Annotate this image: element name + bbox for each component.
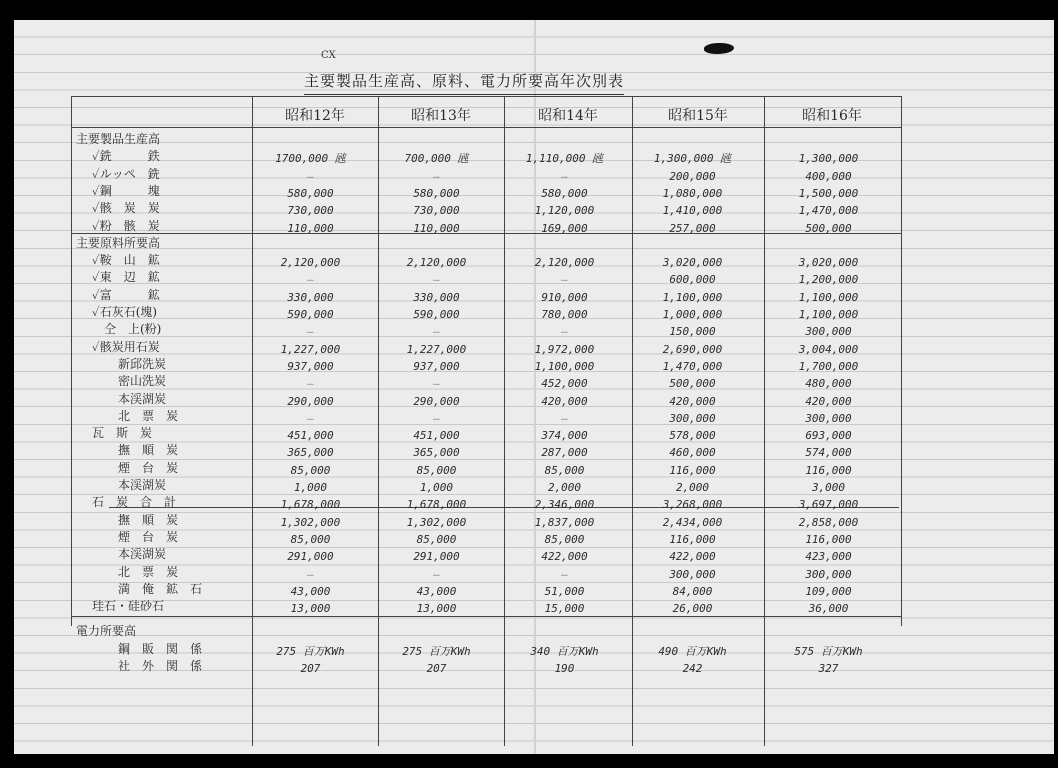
table-cell: 420,000 (805, 394, 852, 408)
table-cell: 43,000 (290, 584, 331, 598)
table-cell: 300,000 (805, 325, 852, 339)
table-cell: 300,000 (805, 567, 852, 581)
table-cell: 700,000 瓲 (404, 152, 469, 166)
table-cell: 257,000 (669, 221, 716, 235)
row-label: 煙 台 炭 (118, 460, 179, 475)
row-label: 撫 順 炭 (118, 443, 179, 458)
table-cell: 13,000 (416, 602, 457, 616)
table-cell: 116,000 (805, 532, 852, 546)
column-divider-3 (504, 96, 505, 746)
table-cell: 1,100,000 (662, 290, 723, 304)
row-label: ✓富 鉱 (92, 287, 160, 302)
table-cell: 327 (818, 662, 839, 675)
table-cell: 85,000 (416, 532, 457, 546)
table-cell: 1700,000 瓲 (275, 152, 346, 166)
table-cell: 420,000 (541, 394, 588, 408)
column-divider-1 (252, 96, 253, 746)
header-bottom-border (71, 127, 901, 128)
table-cell: 693,000 (805, 429, 852, 443)
document-sheet (14, 20, 1054, 754)
table-cell: 910,000 (541, 290, 588, 304)
row-label: ✓銑 鉄 (92, 149, 160, 164)
table-cell: 3,020,000 (798, 256, 859, 270)
table-cell: 574,000 (805, 446, 852, 460)
table-right-border (901, 96, 902, 626)
table-top-border (71, 96, 901, 97)
row-label: 仝 上(粉) (92, 322, 162, 337)
table-cell: — (561, 567, 568, 581)
table-cell: 85,000 (290, 463, 331, 477)
table-cell: 275 百万KWh (402, 644, 471, 658)
table-cell: 85,000 (290, 532, 331, 546)
table-cell: 207 (426, 662, 447, 675)
table-cell: 290,000 (287, 394, 334, 408)
table-cell: — (433, 169, 440, 183)
table-cell: 43,000 (416, 584, 457, 598)
table-cell: 580,000 (413, 186, 460, 200)
column-header-showa-12: 昭和12年 (285, 108, 345, 124)
table-cell: 420,000 (669, 394, 716, 408)
table-cell: 1,470,000 (662, 359, 723, 373)
table-cell: 1,080,000 (662, 186, 723, 200)
table-cell: 1,470,000 (798, 204, 859, 218)
table-cell: 1,300,000 (798, 152, 859, 166)
section-rule-3 (71, 616, 901, 617)
table-cell: 287,000 (541, 446, 588, 460)
row-label: ✓鞍 山 鉱 (92, 253, 160, 268)
table-cell: 2,346,000 (534, 498, 595, 512)
table-cell: 300,000 (805, 411, 852, 425)
row-label: 新邱洗炭 (118, 356, 167, 371)
table-cell: 2,120,000 (534, 256, 595, 270)
row-label: 北 票 炭 (118, 564, 179, 579)
table-cell: 580,000 (541, 186, 588, 200)
row-label: ✓石灰石(塊) (92, 305, 158, 319)
table-cell: 1,972,000 (534, 342, 595, 356)
table-cell: 730,000 (413, 204, 460, 218)
row-label: 主要製品生産高 (76, 132, 161, 146)
table-cell: 300,000 (669, 567, 716, 581)
table-cell: — (561, 169, 568, 183)
table-cell: 51,000 (544, 584, 585, 598)
document-mark: CX (321, 50, 336, 61)
table-cell: 2,000 (547, 481, 582, 494)
table-cell: 3,268,000 (662, 498, 723, 512)
table-cell: 1,000 (419, 481, 454, 494)
column-header-showa-16: 昭和16年 (802, 108, 862, 124)
table-cell: 1,200,000 (798, 273, 859, 287)
row-label: ✓鋼 塊 (92, 183, 160, 198)
table-cell: 780,000 (541, 308, 588, 321)
table-left-border (71, 96, 72, 626)
table-cell: 1,120,000 (534, 204, 595, 218)
table-cell: 937,000 (287, 359, 334, 373)
row-label: 本渓湖炭 (118, 478, 167, 492)
table-cell: 116,000 (805, 463, 852, 477)
table-cell: 1,837,000 (534, 515, 595, 529)
table-cell: 452,000 (541, 377, 588, 391)
document-title: 主要製品生産高、原料、電力所要高年次別表 (304, 70, 624, 95)
row-label: 密山洗炭 (118, 374, 167, 389)
table-cell: 291,000 (413, 550, 460, 564)
table-cell: 1,500,000 (798, 186, 859, 200)
row-label: ✓骸 炭 炭 (92, 201, 160, 216)
table-cell: — (561, 411, 568, 425)
table-cell: 300,000 (669, 411, 716, 425)
table-cell: 490 百万KWh (658, 644, 727, 658)
ink-blot (704, 43, 734, 54)
table-cell: 500,000 (669, 377, 716, 391)
row-label: 本渓湖炭 (118, 391, 167, 406)
row-label: 満 俺 鉱 石 (118, 581, 203, 596)
table-cell: 1,410,000 (662, 204, 723, 218)
table-cell: 1,302,000 (406, 515, 467, 529)
table-cell: 116,000 (669, 463, 716, 477)
table-cell: 110,000 (413, 221, 460, 235)
table-cell: 2,000 (675, 481, 710, 494)
table-cell: 2,120,000 (280, 256, 341, 270)
table-cell: 1,302,000 (280, 515, 341, 529)
table-cell: 2,120,000 (406, 256, 467, 270)
table-cell: 422,000 (669, 550, 716, 564)
table-cell: 26,000 (672, 602, 713, 616)
table-cell: 291,000 (287, 550, 334, 564)
table-cell: 1,100,000 (798, 290, 859, 304)
table-cell: 580,000 (287, 186, 334, 200)
table-cell: 600,000 (669, 273, 716, 287)
table-cell: 3,000 (811, 481, 846, 494)
row-label: 瓦 斯 炭 (92, 426, 153, 441)
table-cell: — (433, 411, 440, 425)
table-cell: — (561, 273, 568, 287)
table-cell: 85,000 (544, 463, 585, 477)
table-cell: 480,000 (805, 377, 852, 391)
table-cell: 109,000 (805, 584, 852, 598)
table-cell: 730,000 (287, 204, 334, 218)
table-cell: — (307, 273, 314, 287)
table-cell: 422,000 (541, 550, 588, 564)
table-cell: 1,100,000 (798, 308, 859, 321)
table-cell: 590,000 (287, 308, 334, 321)
row-label: 撫 順 炭 (118, 512, 179, 527)
table-cell: 330,000 (287, 290, 334, 304)
table-cell: — (433, 325, 440, 339)
row-label: ✓粉 骸 炭 (92, 218, 160, 233)
table-cell: — (307, 377, 314, 391)
table-cell: 423,000 (805, 550, 852, 564)
row-label: 珪石・硅砂石 (92, 599, 165, 614)
column-divider-4 (632, 96, 633, 746)
table-cell: 340 百万KWh (530, 644, 599, 658)
table-cell: — (307, 411, 314, 425)
table-cell: 400,000 (805, 169, 852, 183)
table-cell: 116,000 (669, 532, 716, 546)
table-cell: 1,678,000 (280, 498, 341, 512)
table-cell: 110,000 (287, 221, 334, 235)
table-cell: 1,300,000 瓲 (653, 152, 732, 166)
table-cell: 1,678,000 (406, 498, 467, 512)
table-cell: 330,000 (413, 290, 460, 304)
table-cell: 1,227,000 (280, 342, 341, 356)
column-header-showa-15: 昭和15年 (668, 108, 728, 124)
table-cell: 84,000 (672, 584, 713, 598)
table-cell: — (433, 273, 440, 287)
table-cell: 365,000 (413, 446, 460, 460)
row-label: 煙 台 炭 (118, 529, 179, 544)
table-cell: 3,004,000 (798, 342, 859, 356)
table-cell: 1,000 (293, 481, 328, 494)
table-cell: — (433, 567, 440, 581)
table-cell: 275 百万KWh (276, 644, 345, 658)
table-cell: 3,020,000 (662, 256, 723, 270)
table-cell: 590,000 (413, 308, 460, 321)
table-cell: 460,000 (669, 446, 716, 460)
table-cell: — (307, 567, 314, 581)
table-cell: 242 (682, 662, 703, 675)
table-cell: 1,100,000 (534, 359, 595, 373)
table-cell: 451,000 (413, 429, 460, 443)
table-cell: 937,000 (413, 359, 460, 373)
table-cell: 2,434,000 (662, 515, 723, 529)
table-cell: 1,700,000 (798, 359, 859, 373)
table-cell: 578,000 (669, 429, 716, 443)
row-label: 北 票 炭 (118, 408, 179, 423)
table-cell: 374,000 (541, 429, 588, 443)
table-cell: 169,000 (541, 221, 588, 235)
table-cell: 36,000 (808, 602, 849, 616)
row-label: 主要原料所要高 (76, 235, 161, 250)
table-cell: 85,000 (416, 463, 457, 477)
row-label: ✓骸炭用石炭 (92, 339, 160, 354)
table-cell: 15,000 (544, 602, 585, 616)
table-cell: — (433, 377, 440, 391)
row-label: 社 外 関 係 (118, 659, 203, 673)
row-label: 本渓湖炭 (118, 547, 167, 562)
table-cell: 13,000 (290, 602, 331, 616)
column-header-showa-14: 昭和14年 (538, 108, 598, 124)
row-label: 電力所要高 (76, 624, 137, 639)
table-cell: 575 百万KWh (794, 644, 863, 658)
table-cell: — (307, 325, 314, 339)
table-cell: 190 (554, 662, 575, 675)
row-label: ✓東 辺 鉱 (92, 270, 160, 285)
row-label: ✓ルッペ 銑 (92, 166, 160, 181)
table-cell: — (561, 325, 568, 339)
table-cell: 2,690,000 (662, 342, 723, 356)
column-header-showa-13: 昭和13年 (411, 108, 471, 124)
column-divider-5 (764, 96, 765, 746)
table-cell: — (307, 169, 314, 183)
table-cell: 1,227,000 (406, 342, 467, 356)
table-cell: 500,000 (805, 221, 852, 235)
table-cell: 1,110,000 瓲 (525, 152, 604, 166)
row-label: 鋼 販 関 係 (118, 641, 203, 656)
table-cell: 200,000 (669, 169, 716, 183)
table-cell: 451,000 (287, 429, 334, 443)
table-cell: 1,000,000 (662, 308, 723, 321)
table-cell: 3,697,000 (798, 498, 859, 512)
table-cell: 2,858,000 (798, 515, 859, 529)
table-cell: 85,000 (544, 532, 585, 546)
row-label: 石 炭 合 計 (92, 495, 177, 510)
table-cell: 150,000 (669, 325, 716, 339)
table-cell: 365,000 (287, 446, 334, 460)
column-divider-2 (378, 96, 379, 746)
table-cell: 290,000 (413, 394, 460, 408)
table-cell: 207 (300, 662, 321, 675)
